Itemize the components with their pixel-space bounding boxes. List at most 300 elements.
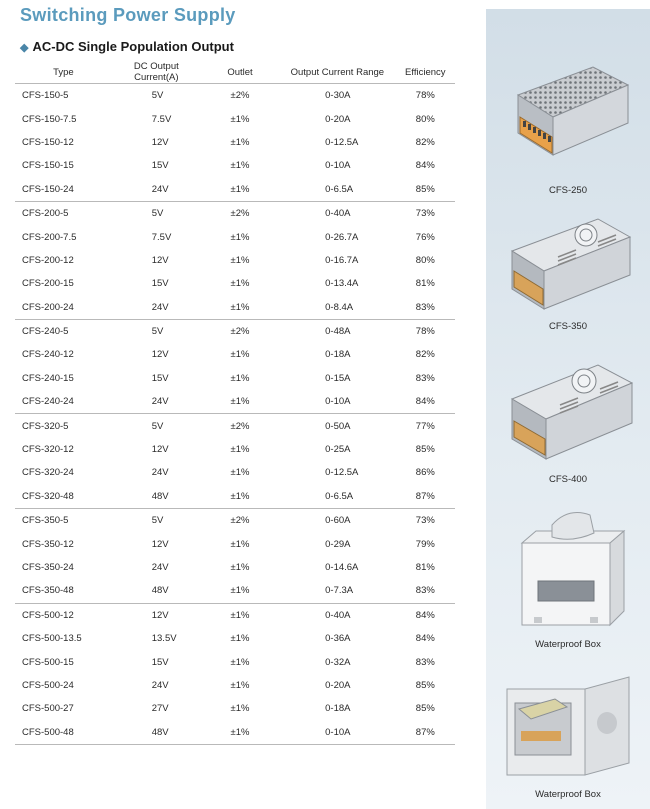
cell-type	[15, 414, 112, 438]
product-image-cfs-350	[486, 205, 650, 320]
cell-type	[15, 249, 112, 272]
cell-range-text: 0-10A	[325, 726, 351, 738]
table-row	[15, 556, 455, 579]
cell-efficiency-text: 78%	[415, 326, 435, 338]
cell-current-text: 27V	[151, 703, 169, 715]
cell-range-text: 0-25A	[325, 444, 351, 456]
cell-efficiency	[396, 296, 455, 320]
page-title: Switching Power Supply	[20, 5, 236, 25]
cell-range	[279, 697, 395, 720]
cell-type	[15, 650, 112, 673]
cell-type	[15, 461, 112, 484]
cell-efficiency-text: 81%	[415, 278, 435, 290]
cell-range	[279, 627, 395, 650]
cell-type-text: CFS-200-7.5	[22, 231, 77, 243]
cell-efficiency	[396, 319, 455, 343]
cell-range-text: 0-32A	[325, 656, 351, 668]
cell-outlet-text: ±2%	[230, 515, 250, 527]
cell-range	[279, 509, 395, 533]
cell-type	[15, 556, 112, 579]
cell-outlet-text: ±1%	[230, 538, 250, 550]
cell-range	[279, 650, 395, 673]
cell-efficiency-text: 83%	[415, 372, 435, 384]
diamond-bullet-icon: ◆	[20, 42, 29, 54]
cell-efficiency-text: 87%	[415, 490, 435, 502]
cell-range-text: 0-15A	[325, 372, 351, 384]
cell-outlet	[201, 579, 279, 603]
cell-current-text: 48V	[151, 585, 169, 597]
cell-current-text: 5V	[151, 515, 164, 527]
cell-outlet	[201, 154, 279, 177]
cell-outlet-text: ±2%	[230, 326, 250, 338]
cell-type-text: CFS-350-12	[22, 538, 74, 550]
cell-outlet	[201, 84, 279, 108]
cell-range-text: 0-12.5A	[325, 136, 359, 148]
perforated-psu-icon	[498, 55, 638, 185]
cell-outlet	[201, 107, 279, 130]
cell-range	[279, 367, 395, 390]
cell-range	[279, 131, 395, 154]
cell-outlet	[201, 697, 279, 720]
cell-current	[112, 414, 201, 438]
cell-range-text: 0-48A	[325, 326, 351, 338]
product-caption: Waterproof Box	[535, 789, 601, 800]
table-row	[15, 249, 455, 272]
cell-current	[112, 201, 201, 225]
cell-type-text: CFS-200-15	[22, 278, 74, 290]
cell-range	[279, 296, 395, 320]
cell-type-text: CFS-150-5	[22, 90, 69, 102]
cell-outlet-text: ±1%	[230, 726, 250, 738]
cell-current-text: 12V	[151, 444, 169, 456]
cell-outlet-text: ±1%	[230, 562, 250, 573]
header-range: Output Current Range	[279, 61, 395, 84]
cell-efficiency-text: 82%	[415, 136, 435, 148]
cell-range-text: 0-10A	[325, 396, 351, 408]
cell-current-text: 5V	[151, 420, 164, 432]
cell-efficiency	[396, 485, 455, 509]
cell-range	[279, 343, 395, 366]
cell-range-text: 0-7.3A	[325, 585, 354, 597]
cell-current	[112, 674, 201, 697]
cell-efficiency-text: 85%	[415, 703, 435, 715]
cell-current-text: 15V	[151, 656, 169, 668]
cell-outlet	[201, 556, 279, 579]
cell-outlet	[201, 201, 279, 225]
table-row	[15, 272, 455, 295]
cell-current	[112, 556, 201, 579]
cell-type-text: CFS-200-24	[22, 301, 74, 313]
cell-efficiency	[396, 461, 455, 484]
cell-outlet	[201, 627, 279, 650]
cell-range	[279, 178, 395, 202]
cell-current-text: 5V	[151, 208, 164, 220]
table-row	[15, 131, 455, 154]
cell-type-text: CFS-500-12	[22, 609, 74, 621]
cell-current-text: 12V	[151, 349, 169, 361]
cell-type-text: CFS-350-24	[22, 562, 74, 573]
cell-current	[112, 296, 201, 320]
cell-efficiency-text: 84%	[415, 160, 435, 172]
table-row	[15, 674, 455, 697]
cell-current	[112, 627, 201, 650]
cell-efficiency-text: 80%	[415, 254, 435, 266]
cell-current	[112, 721, 201, 745]
cell-range-text: 0-6.5A	[325, 490, 354, 502]
cell-outlet	[201, 485, 279, 509]
cell-efficiency	[396, 154, 455, 177]
cell-range-text: 0-12.5A	[325, 467, 359, 479]
table-row	[15, 201, 455, 225]
table-row	[15, 154, 455, 177]
table-row	[15, 650, 455, 673]
cell-current-text: 12V	[151, 254, 169, 266]
table-row	[15, 319, 455, 343]
cell-outlet-text: ±1%	[230, 183, 250, 195]
cell-outlet-text: ±1%	[230, 396, 250, 408]
cell-type	[15, 485, 112, 509]
cell-efficiency	[396, 178, 455, 202]
cell-efficiency-text: 84%	[415, 609, 435, 621]
spec-table	[15, 61, 455, 745]
cell-current	[112, 154, 201, 177]
cell-type-text: CFS-500-48	[22, 726, 74, 738]
cell-type	[15, 107, 112, 130]
cell-current-text: 15V	[151, 160, 169, 172]
cell-type-text: CFS-350-5	[22, 515, 69, 527]
product-image-waterproof-box-closed	[486, 503, 650, 633]
cell-type	[15, 627, 112, 650]
cell-efficiency	[396, 697, 455, 720]
cell-range	[279, 721, 395, 745]
cell-range-text: 0-36A	[325, 633, 351, 645]
cell-current-text: 48V	[151, 490, 169, 502]
cell-outlet	[201, 249, 279, 272]
cell-range	[279, 272, 395, 295]
cell-efficiency	[396, 579, 455, 603]
cell-current-text: 12V	[151, 136, 169, 148]
cell-outlet-text: ±1%	[230, 136, 250, 148]
cell-efficiency-text: 73%	[415, 515, 435, 527]
cell-outlet	[201, 319, 279, 343]
cell-type-text: CFS-320-48	[22, 490, 74, 502]
cell-efficiency	[396, 249, 455, 272]
header-type: Type	[15, 61, 112, 84]
product-image-cfs-250	[486, 55, 650, 185]
cell-current	[112, 178, 201, 202]
cell-current	[112, 532, 201, 555]
cell-type	[15, 367, 112, 390]
cell-efficiency-text: 85%	[415, 444, 435, 456]
cell-current-text: 24V	[151, 467, 169, 479]
cell-outlet-text: ±1%	[230, 703, 250, 715]
cell-type	[15, 438, 112, 461]
cell-range-text: 0-6.5A	[325, 183, 354, 195]
cell-current	[112, 697, 201, 720]
cell-range	[279, 249, 395, 272]
table-row	[15, 697, 455, 720]
cell-outlet	[201, 721, 279, 745]
cell-outlet-text: ±1%	[230, 679, 250, 691]
cell-outlet-text: ±1%	[230, 231, 250, 243]
cell-outlet-text: ±1%	[230, 444, 250, 456]
cell-type-text: CFS-150-24	[22, 183, 74, 195]
cell-current-text: 48V	[151, 726, 169, 738]
cell-efficiency-text: 76%	[415, 231, 435, 243]
section-title-text: AC-DC Single Population Output	[32, 39, 234, 54]
cell-current-text: 24V	[151, 396, 169, 408]
table-row	[15, 461, 455, 484]
cell-efficiency	[396, 509, 455, 533]
section-title	[20, 39, 234, 54]
cell-range	[279, 390, 395, 414]
cell-current	[112, 603, 201, 627]
cell-outlet-text: ±1%	[230, 160, 250, 172]
cell-efficiency-text: 80%	[415, 113, 435, 125]
table-row	[15, 225, 455, 248]
cell-efficiency-text: 87%	[415, 726, 435, 738]
cell-outlet-text: ±1%	[230, 656, 250, 668]
cell-type-text: CFS-500-27	[22, 703, 74, 715]
cell-efficiency	[396, 84, 455, 108]
cell-efficiency-text: 83%	[415, 585, 435, 597]
cell-current	[112, 319, 201, 343]
table-row	[15, 485, 455, 509]
cell-range-text: 0-40A	[325, 609, 351, 621]
cell-range	[279, 154, 395, 177]
table-row	[15, 509, 455, 533]
cell-current	[112, 107, 201, 130]
cell-range-text: 0-14.6A	[325, 562, 359, 573]
cell-type	[15, 674, 112, 697]
cell-outlet	[201, 343, 279, 366]
table-row	[15, 532, 455, 555]
cell-outlet-text: ±1%	[230, 278, 250, 290]
table-row	[15, 438, 455, 461]
cell-efficiency	[396, 556, 455, 579]
cell-range	[279, 674, 395, 697]
table-row	[15, 84, 455, 108]
table-row	[15, 107, 455, 130]
cell-efficiency-text: 73%	[415, 208, 435, 220]
cell-current-text: 24V	[151, 562, 169, 573]
cell-current-text: 7.5V	[151, 231, 172, 243]
cell-range-text: 0-16.7A	[325, 254, 359, 266]
cell-outlet	[201, 272, 279, 295]
cell-type-text: CFS-320-24	[22, 467, 74, 479]
cell-current	[112, 131, 201, 154]
cell-efficiency-text: 78%	[415, 90, 435, 102]
cell-range	[279, 414, 395, 438]
cell-current	[112, 650, 201, 673]
product-caption: CFS-250	[548, 185, 587, 196]
table-row	[15, 721, 455, 745]
cell-outlet	[201, 131, 279, 154]
cell-outlet	[201, 296, 279, 320]
cell-efficiency	[396, 272, 455, 295]
cell-efficiency-text: 81%	[415, 562, 435, 573]
cell-efficiency	[396, 367, 455, 390]
cell-efficiency-text: 83%	[415, 656, 435, 668]
cell-outlet-text: ±1%	[230, 609, 250, 621]
cell-range	[279, 603, 395, 627]
cell-type-text: CFS-240-15	[22, 372, 74, 384]
fan-psu-icon	[498, 205, 638, 320]
cell-current	[112, 225, 201, 248]
cell-type	[15, 131, 112, 154]
cell-efficiency-text: 84%	[415, 633, 435, 645]
header-efficiency: Efficiency	[396, 61, 455, 84]
cell-range-text: 0-10A	[325, 160, 351, 172]
table-row	[15, 414, 455, 438]
cell-efficiency-text: 82%	[415, 349, 435, 361]
cell-efficiency-text: 85%	[415, 183, 435, 195]
cell-type-text: CFS-200-5	[22, 208, 69, 220]
cell-current	[112, 367, 201, 390]
product-caption: CFS-400	[548, 474, 587, 485]
cell-efficiency-text: 79%	[415, 538, 435, 550]
cell-range-text: 0-60A	[325, 515, 351, 527]
table-row	[15, 367, 455, 390]
cell-efficiency	[396, 721, 455, 745]
cell-outlet	[201, 367, 279, 390]
cell-outlet-text: ±1%	[230, 633, 250, 645]
cell-range	[279, 556, 395, 579]
cell-outlet	[201, 178, 279, 202]
cell-current	[112, 343, 201, 366]
cell-type-text: CFS-500-13.5	[22, 633, 82, 645]
cell-current-text: 12V	[151, 609, 169, 621]
cell-outlet	[201, 390, 279, 414]
cell-range-text: 0-30A	[325, 90, 351, 102]
cell-efficiency-text: 86%	[415, 467, 435, 479]
cell-current	[112, 272, 201, 295]
waterproof-box-closed-icon	[498, 503, 638, 633]
cell-type	[15, 225, 112, 248]
cell-current	[112, 84, 201, 108]
cell-current-text: 15V	[151, 278, 169, 290]
product-image-cfs-400	[486, 351, 650, 469]
cell-outlet	[201, 438, 279, 461]
cell-efficiency-text: 85%	[415, 679, 435, 691]
cell-range-text: 0-26.7A	[325, 231, 359, 243]
cell-current-text: 13.5V	[151, 633, 177, 645]
cell-type	[15, 272, 112, 295]
cell-range	[279, 532, 395, 555]
cell-current	[112, 438, 201, 461]
cell-type-text: CFS-350-48	[22, 585, 74, 597]
cell-current	[112, 485, 201, 509]
cell-range-text: 0-8.4A	[325, 301, 354, 313]
cell-efficiency	[396, 414, 455, 438]
cell-range	[279, 319, 395, 343]
cell-current-text: 5V	[151, 90, 164, 102]
cell-outlet	[201, 532, 279, 555]
cell-efficiency-text: 84%	[415, 396, 435, 408]
cell-current	[112, 249, 201, 272]
cell-outlet-text: ±1%	[230, 372, 250, 384]
cell-current	[112, 461, 201, 484]
cell-outlet-text: ±2%	[230, 208, 250, 220]
table-row	[15, 296, 455, 320]
product-caption: Waterproof Box	[535, 639, 601, 650]
cell-type	[15, 532, 112, 555]
cell-outlet-text: ±2%	[230, 420, 250, 432]
cell-outlet-text: ±1%	[230, 349, 250, 361]
cell-range	[279, 438, 395, 461]
table-row	[15, 390, 455, 414]
cell-type	[15, 296, 112, 320]
cell-outlet-text: ±1%	[230, 301, 250, 313]
cell-type-text: CFS-150-12	[22, 136, 74, 148]
cell-type-text: CFS-320-5	[22, 420, 69, 432]
table-row	[15, 343, 455, 366]
cell-outlet	[201, 674, 279, 697]
cell-type-text: CFS-150-7.5	[22, 113, 77, 125]
cell-range-text: 0-20A	[325, 679, 351, 691]
table-header-row	[15, 61, 455, 84]
cell-outlet	[201, 509, 279, 533]
product-caption: CFS-350	[548, 321, 587, 332]
cell-efficiency-text: 77%	[415, 420, 435, 432]
cell-outlet	[201, 225, 279, 248]
cell-current-text: 5V	[151, 326, 164, 338]
cell-range-text: 0-18A	[325, 703, 351, 715]
cell-efficiency	[396, 532, 455, 555]
cell-outlet-text: ±1%	[230, 467, 250, 479]
cell-outlet-text: ±2%	[230, 90, 250, 102]
cell-efficiency	[396, 131, 455, 154]
cell-efficiency	[396, 674, 455, 697]
cell-current-text: 15V	[151, 372, 169, 384]
cell-range-text: 0-20A	[325, 113, 351, 125]
cell-type	[15, 343, 112, 366]
cell-range-text: 0-13.4A	[325, 278, 359, 290]
table-row	[15, 603, 455, 627]
cell-current	[112, 579, 201, 603]
cell-efficiency	[396, 438, 455, 461]
cell-efficiency	[396, 343, 455, 366]
cell-type-text: CFS-320-12	[22, 444, 74, 456]
cell-current-text: 12V	[151, 538, 169, 550]
cell-type-text: CFS-500-24	[22, 679, 74, 691]
cell-current	[112, 390, 201, 414]
cell-outlet	[201, 414, 279, 438]
cell-range	[279, 461, 395, 484]
cell-type	[15, 697, 112, 720]
cell-type	[15, 178, 112, 202]
header-current: DC Output Current(A)	[112, 61, 201, 84]
cell-range-text: 0-40A	[325, 208, 351, 220]
header-outlet: Outlet	[201, 61, 279, 84]
cell-range-text: 0-29A	[325, 538, 351, 550]
cell-range	[279, 225, 395, 248]
cell-type-text: CFS-150-15	[22, 160, 74, 172]
cell-range	[279, 485, 395, 509]
cell-type-text: CFS-200-12	[22, 254, 74, 266]
cell-outlet	[201, 603, 279, 627]
table-row	[15, 579, 455, 603]
cell-current-text: 7.5V	[151, 113, 172, 125]
cell-range	[279, 84, 395, 108]
cell-range	[279, 201, 395, 225]
fan-psu-icon	[498, 351, 638, 469]
cell-outlet-text: ±1%	[230, 113, 250, 125]
cell-current-text: 24V	[151, 183, 169, 195]
cell-type	[15, 579, 112, 603]
waterproof-box-open-icon	[493, 673, 643, 785]
cell-current	[112, 509, 201, 533]
